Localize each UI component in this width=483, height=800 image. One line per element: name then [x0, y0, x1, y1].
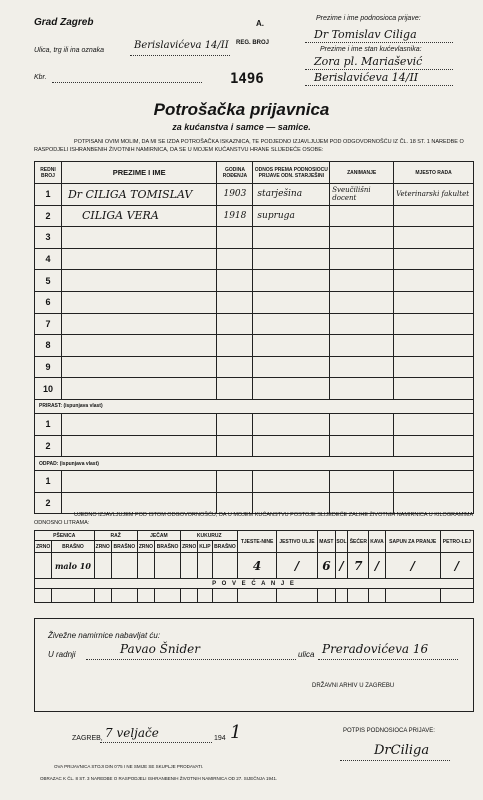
- col-relation: ODNOS PREMA PODNOSIOCU PRIJAVE ODN. STARJEŠINI: [253, 162, 330, 184]
- landlord-value: Zora pl. Mariašević: [314, 55, 423, 68]
- table-row: 7: [35, 313, 474, 335]
- odpad-label: ODPAD: (ispunjava vlast): [35, 457, 474, 471]
- table-row: 3: [35, 227, 474, 249]
- table-row: 2: [35, 492, 474, 514]
- signature-label: POTPIS PODNOSIOCA PRIJAVE:: [343, 728, 435, 734]
- form-subtitle: za kućanstva i samce — samice.: [172, 122, 311, 132]
- intro-text: POTPISANI OVIM MOLIM, DA MI SE IZDA POTROŠAČKA ISKAZNICA, TE PODJEDNO IZJAVLJUJEM POD ODGOVORNOŠĆU IZ ČL. 18 ST. 1 NAREDBE O RASPODJELI ISHRANBENIH ŽIVOTNIH NAMIRNICA, DA SE U MOJEM KUĆANSTVU HRANE SLIJEDEĆE OSOBE:: [34, 139, 464, 153]
- table-row: 6: [35, 291, 474, 313]
- col-name: PREZIME I IME: [61, 162, 217, 184]
- date-value: 7 veljače: [105, 726, 159, 740]
- table-row: 8: [35, 335, 474, 357]
- table-row: 10: [35, 378, 474, 400]
- form-title: Potrošačka prijavnica: [153, 100, 330, 119]
- registration-number: 1496: [230, 71, 264, 87]
- footer-note-1: OVA PRIJAVNICA STOJI DIN 0'75 I NE SMIJE SE SKUPLJE PRODAVATI.: [54, 764, 204, 769]
- applicant-signature: DrCiliga: [374, 743, 430, 758]
- table-row: 9: [35, 356, 474, 378]
- applicant-label: Prezime i ime podnosioca prijave:: [316, 15, 421, 22]
- year-handwritten: 1: [230, 722, 242, 743]
- prirast-label: PRIRAST: (ispunjava vlast): [35, 399, 474, 413]
- kbr-label: Kbr.: [34, 74, 47, 81]
- col-year: GODINA ROĐENJA: [217, 162, 253, 184]
- address-value: Berislavićeva 14/II: [314, 71, 419, 84]
- form-letter: A.: [256, 19, 264, 28]
- shop-value: Pavao Šnider: [120, 642, 200, 656]
- table-row: 1: [35, 471, 474, 493]
- supply-label: Živežne namirnice nabavljat ću:: [48, 631, 161, 640]
- col-occupation: ZANIMANJE: [330, 162, 394, 184]
- table-row: 2: [35, 435, 474, 457]
- table-row: 5: [35, 270, 474, 292]
- shop-street: Preradovićeva 16: [322, 642, 429, 656]
- applicant-value: Dr Tomislav Ciliga: [314, 28, 417, 41]
- archive-stamp: DRŽAVNI ARHIV U ZAGREBU: [312, 683, 395, 689]
- city-label: Grad Zagreb: [34, 17, 94, 28]
- table-row: 2 CILIGA VERA 1918 supruga: [35, 205, 474, 227]
- table-row: 1 Dr CILIGA TOMISLAV 1903 starješina Sveučilišni docent Veterinarski fakultet: [35, 184, 474, 206]
- ration-table: PŠENICA RAŽ JEČAM KUKURUZ TJESTE-NINE JESTIVO ULJE MAST SOL ŠEĆER KAVA SAPUN ZA PRANJE PETRO-LEJ ZRNO BRAŠNO ZRNO BRAŠNO ZRNO BRAŠNO ZRNO KLIP BRAŠNO malo 10 4 / 6 / 7 / / / P O V E Ć A N J E: [34, 530, 474, 603]
- footer-note-2: OBRAZAC K ČL. 8 ST. 3 NAREDBE O RASPODJELI ISHRANBENIH ŽIVOTNIH NAMIRNICA OD 27. SIJEČNJA 1941.: [40, 776, 278, 781]
- col-number: REDNI BROJ: [35, 162, 62, 184]
- street-value: Berislavićeva 14/II: [134, 40, 229, 51]
- year-label: 194: [214, 735, 226, 742]
- street-label: Ulica, trg ili ina oznaka: [34, 47, 105, 54]
- street-word: ulica: [298, 650, 315, 659]
- household-table: [34, 161, 474, 514]
- stock-text: UJEDNO IZJAVLJUJEM POD ISTOM ODGOVORNOŠĆU, DA U MOJEM KUĆANSTVU POSTOJE SLIJEDEĆE ZALIHE ŽIVOTNIH NAMIRNICA U KILOGRAMIMA ODNOSNO LITRAMA:: [34, 512, 473, 526]
- reg-label: REG. BROJ: [236, 40, 270, 46]
- shop-label: U radnji: [48, 650, 76, 659]
- table-row: 4: [35, 248, 474, 270]
- table-row: 1: [35, 413, 474, 435]
- povecanje-label: P O V E Ć A N J E: [35, 579, 474, 589]
- col-workplace: MJESTO RADA: [394, 162, 474, 184]
- ration-values-row: malo 10 4 / 6 / 7 / / /: [35, 553, 474, 579]
- place-label: ZAGREB,: [72, 735, 103, 742]
- landlord-label: Prezime i ime stan kućevlasnika:: [320, 46, 422, 53]
